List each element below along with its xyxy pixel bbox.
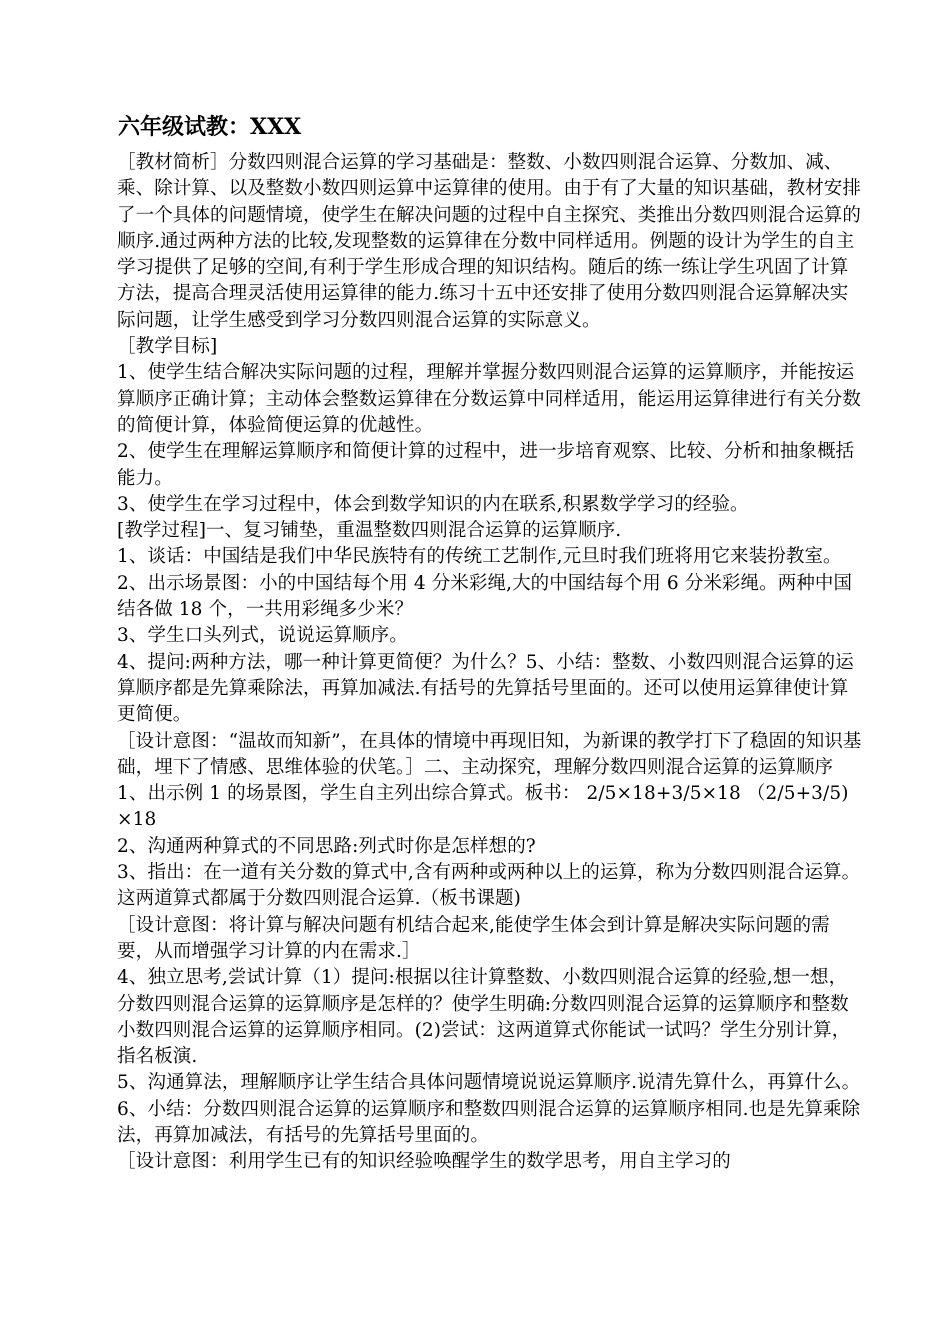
paragraph-example-1: 1、出示例 1 的场景图，学生自主列出综合算式。板书： 2/5×18+3/5×18 （2/5+3/5)×18 bbox=[117, 783, 849, 831]
paragraph-independent-thinking: 4、独立思考,尝试计算（1）提问:根据以往计算整数、小数四则混合运算的经验,想一想，分数四则混合运算的运算顺序是怎样的？使学生明确:分数四则混合运算的运算顺序和整数小数四则混合运算的运算顺序相同。(2)尝试：这两道算式你能试一试吗？学生分别计算，指名板演. bbox=[117, 967, 851, 1068]
paragraph-teaching-process-heading: [教学过程]一、复习铺垫，重温整数四则混合运算的运算顺序. bbox=[117, 520, 622, 542]
paragraph-step-3-oral: 3、学生口头列式，说说运算顺序。 bbox=[117, 625, 408, 647]
paragraph-goal-3: 3、使学生在学习过程中，体会到数学知识的内在联系,积累数学学习的经验。 bbox=[117, 493, 749, 515]
paragraph-compare-formulas: 2、沟通两种算式的不同思路:列式时你是怎样想的? bbox=[117, 835, 536, 857]
paragraph-step-1-talk: 1、谈话：中国结是我们中华民族特有的传统工艺制作,元旦时我们班将用它来装扮教室。 bbox=[117, 546, 842, 568]
paragraph-definition: 3、指出：在一道有关分数的算式中,含有两种或两种以上的运算，称为分数四则混合运算。这两道算式都属于分数四则混合运算.（板书课题) bbox=[117, 862, 861, 910]
paragraph-design-intent-2: ［设计意图：将计算与解决问题有机结合起来,能使学生体会到计算是解决实际问题的需要，从而增强学习计算的内在需求.］ bbox=[117, 914, 830, 962]
paragraph-communicate-algorithm: 5、沟通算法，理解顺序让学生结合具体问题情境说说运算顺序.说清先算什么，再算什么。 bbox=[117, 1072, 861, 1094]
paragraph-step-4-question: 4、提问:两种方法，哪一种计算更简便？为什么？5、小结：整数、小数四则混合运算的运算顺序都是先算乘除法，再算加减法.有括号的先算括号里面的。还可以使用运算律使计算更简便。 bbox=[117, 651, 854, 726]
document-body bbox=[117, 150, 862, 1176]
paragraph-goal-1: 1、使学生结合解决实际问题的过程，理解并掌握分数四则混合运算的运算顺序，并能按运算顺序正确计算；主动体会整数运算律在分数运算中同样适用，能运用运算律进行有关分数的简便计算，体验简便运算的优越性。 bbox=[117, 362, 862, 436]
paragraph-textbook-analysis: ［教材简析］分数四则混合运算的学习基础是：整数、小数四则混合运算、分数加、减、乘、除计算、以及整数小数四则运算中运算律的使用。由于有了大量的知识基础，教材安排了一个具体的问题情境，使学生在解决问题的过程中自主探究、类推出分数四则混合运算的顺序.通过两种方法的比较,发现整数的运算律在分数中同样适用。例题的设计为学生的自主学习提供了足够的空间,有利于学生形成合理的知识结构。随后的练一练让学生巩固了计算方法，提高合理灵活使用运算律的能力.练习十五中还安排了使用分数四则混合运算解决实际问题，让学生感受到学习分数四则混合运算的实际意义。 bbox=[117, 152, 862, 331]
paragraph-design-intent-1: ［设计意图：“温故而知新”，在具体的情境中再现旧知，为新课的教学打下了稳固的知识基础，埋下了情感、思维体验的伏笔。］二、主动探究，理解分数四则混合运算的运算顺序 bbox=[117, 730, 862, 778]
paragraph-step-2-scene: 2、出示场景图：小的中国结每个用 4 分米彩绳,大的中国结每个用 6 分米彩绳。两种中国结各做 18 个，一共用彩绳多少米？ bbox=[117, 572, 853, 621]
paragraph-design-intent-3: ［设计意图：利用学生已有的知识经验唤醒学生的数学思考，用自主学习的 bbox=[117, 1151, 731, 1173]
paragraph-teaching-goals-heading: ［教学目标] bbox=[117, 336, 218, 358]
paragraph-goal-2: 2、使学生在理解运算顺序和简便计算的过程中，进一步培育观察、比较、分析和抽象概括能力。 bbox=[117, 441, 855, 489]
paragraph-summary: 6、小结：分数四则混合运算的运算顺序和整数四则混合运算的运算顺序相同.也是先算乘除法，再算加减法，有括号的先算括号里面的。 bbox=[117, 1098, 861, 1146]
document-title: 六年级试教：XXX bbox=[118, 114, 302, 140]
